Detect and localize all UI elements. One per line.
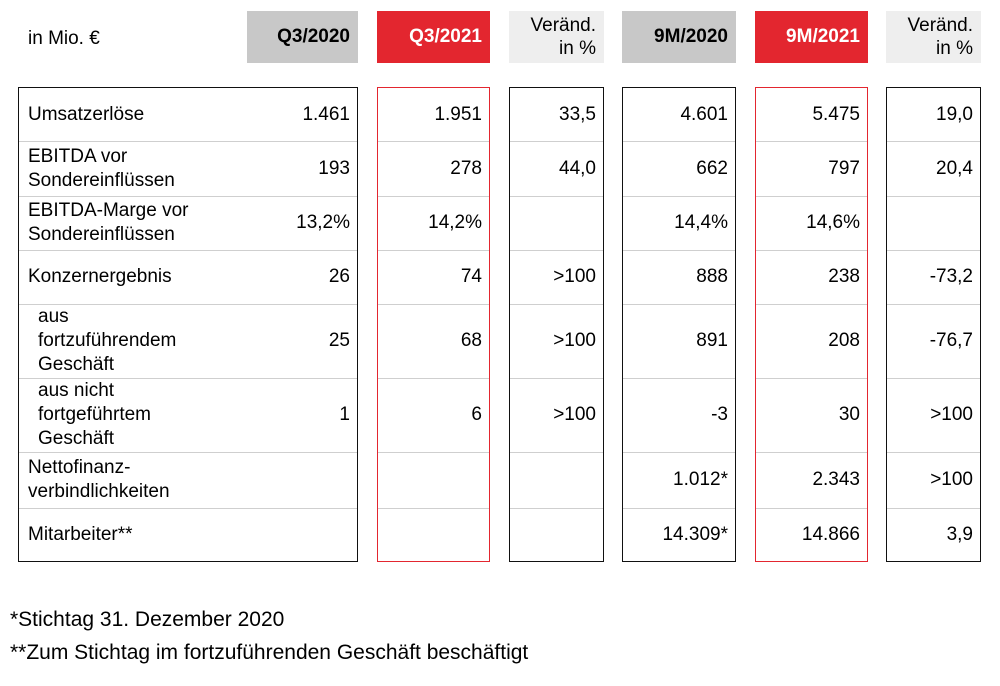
table-cell: 797 bbox=[828, 157, 860, 179]
row-label-line: Geschäft bbox=[38, 354, 115, 375]
table-cell: 2.343 bbox=[812, 469, 860, 490]
table-cell: 14,4% bbox=[674, 212, 728, 233]
table-cell: -3 bbox=[711, 404, 728, 425]
table-cell: 14,2% bbox=[428, 212, 482, 233]
table-cell: >100 bbox=[930, 469, 973, 490]
row-label-line: fortzuführendem bbox=[38, 330, 177, 351]
row-label bbox=[28, 508, 228, 562]
table-cell: 44,0 bbox=[559, 157, 596, 179]
row-label-line: aus nicht bbox=[38, 380, 115, 401]
table-cell: >100 bbox=[930, 404, 973, 425]
table-cell: 19,0 bbox=[936, 103, 973, 125]
row-label bbox=[28, 304, 238, 378]
row-label-line: Konzernergebnis bbox=[28, 266, 172, 287]
table-cell: 891 bbox=[696, 330, 728, 351]
table-cell: >100 bbox=[553, 266, 596, 287]
column-header-line: Veränd. bbox=[530, 15, 596, 36]
unit-label: in Mio. € bbox=[28, 28, 100, 49]
column-header-3 bbox=[509, 11, 604, 63]
table-cell: 30 bbox=[838, 404, 860, 425]
table-cell: 1 bbox=[339, 404, 350, 425]
table-cell: -73,2 bbox=[929, 266, 973, 287]
table-cell bbox=[509, 196, 596, 250]
row-label bbox=[28, 250, 228, 304]
table-cell: 1.012* bbox=[673, 469, 728, 490]
table-cell bbox=[247, 452, 350, 508]
row-label-line: EBITDA-Marge vor bbox=[28, 200, 189, 221]
table-cell: >100 bbox=[553, 330, 596, 351]
row-label bbox=[28, 141, 228, 196]
table-cell: 193 bbox=[318, 157, 350, 179]
row-label bbox=[28, 196, 228, 250]
row-label-line: Nettofinanz- bbox=[28, 457, 131, 478]
row-label-line: verbindlichkeiten bbox=[28, 481, 170, 502]
table-cell: 3,9 bbox=[946, 524, 973, 545]
row-label-line: Sondereinflüssen bbox=[28, 169, 175, 191]
table-cell: 208 bbox=[828, 330, 860, 351]
column-header-line: in % bbox=[559, 38, 596, 59]
table-cell: 238 bbox=[828, 266, 860, 287]
footnote-1: *Stichtag 31. Dezember 2020 bbox=[10, 608, 285, 631]
column-header-line: Q3/2021 bbox=[409, 26, 482, 47]
column-header-2 bbox=[377, 11, 490, 63]
table-cell: 1.461 bbox=[302, 103, 350, 125]
row-label-line: aus bbox=[38, 306, 69, 327]
row-label-line: Umsatzerlöse bbox=[28, 103, 145, 125]
row-label bbox=[28, 88, 228, 141]
table-cell: 14,6% bbox=[806, 212, 860, 233]
table-cell bbox=[509, 452, 596, 508]
table-cell bbox=[377, 452, 482, 508]
column-header-6 bbox=[886, 11, 981, 63]
column-header-4 bbox=[622, 11, 736, 63]
table-cell: 662 bbox=[696, 157, 728, 179]
table-cell: 278 bbox=[450, 157, 482, 179]
table-cell: -76,7 bbox=[929, 330, 973, 351]
row-label-line: Sondereinflüssen bbox=[28, 224, 175, 245]
row-label-line: fortgeführtem bbox=[38, 404, 151, 425]
table-cell: 20,4 bbox=[936, 157, 973, 179]
row-label-line: EBITDA vor bbox=[28, 145, 128, 167]
table-cell bbox=[886, 196, 973, 250]
table-cell bbox=[377, 508, 482, 562]
row-label bbox=[28, 452, 228, 508]
column-header-line: 9M/2021 bbox=[786, 26, 860, 47]
table-cell: 1.951 bbox=[434, 103, 482, 125]
table-cell: 14.866 bbox=[801, 524, 860, 545]
table-cell: 68 bbox=[460, 330, 482, 351]
row-label-line: Geschäft bbox=[38, 428, 115, 449]
column-header-1 bbox=[247, 11, 358, 63]
table-cell: 5.475 bbox=[812, 103, 860, 125]
column-header-5 bbox=[755, 11, 868, 63]
table-cell: 888 bbox=[696, 266, 728, 287]
table-cell: 25 bbox=[328, 330, 350, 351]
table-cell: 74 bbox=[460, 266, 482, 287]
row-label-line: Mitarbeiter** bbox=[28, 524, 133, 545]
column-header-line: Q3/2020 bbox=[277, 26, 350, 47]
column-header-line: 9M/2020 bbox=[654, 26, 728, 47]
column-header-line: Veränd. bbox=[907, 15, 973, 36]
row-label bbox=[28, 378, 238, 452]
table-cell: 33,5 bbox=[559, 103, 596, 125]
table-cell: 26 bbox=[328, 266, 350, 287]
table-cell: >100 bbox=[553, 404, 596, 425]
table-cell: 4.601 bbox=[680, 103, 728, 125]
table-cell: 6 bbox=[471, 404, 482, 425]
table-cell bbox=[509, 508, 596, 562]
table-cell: 13,2% bbox=[296, 212, 350, 233]
table-cell bbox=[247, 508, 350, 562]
table-cell: 14.309* bbox=[662, 524, 728, 545]
footnote-2: **Zum Stichtag im fortzuführenden Geschäft beschäftigt bbox=[10, 641, 529, 664]
column-header-line: in % bbox=[936, 38, 973, 59]
